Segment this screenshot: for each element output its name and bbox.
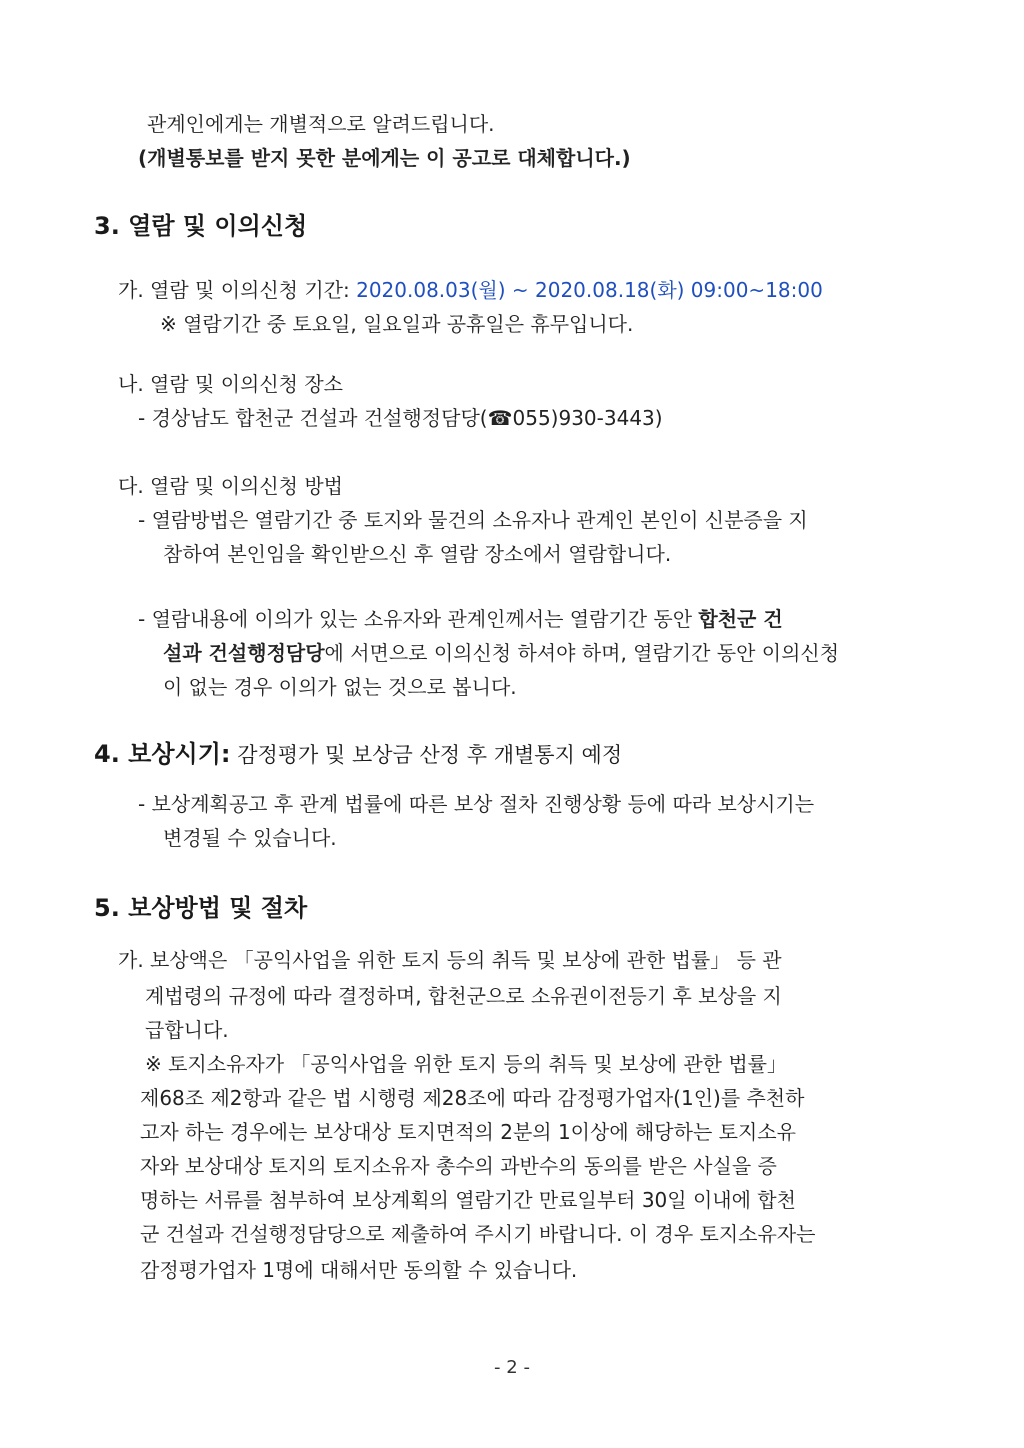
section-3-ga-label: 가. 열람 및 이의신청 기간: bbox=[118, 278, 357, 302]
intro-line-2: (개별통보를 받지 못한 분에게는 이 공고로 대체합니다.) bbox=[138, 146, 631, 170]
section-3-da-item1-line1: - 열람방법은 열람기간 중 토지와 물건의 소유자나 관계인 본인이 신분증을 지 bbox=[138, 508, 808, 532]
section-4-item-line2: 변경될 수 있습니다. bbox=[163, 826, 337, 850]
section-4-heading-rest: 감정평가 및 보상금 산정 후 개별통지 예정 bbox=[230, 743, 623, 767]
place-suffix: 055)930-3443) bbox=[512, 406, 663, 430]
section-5-ga-line2: 계법령의 규정에 따라 결정하며, 합천군으로 소유권이전등기 후 보상을 지 bbox=[145, 984, 782, 1008]
place-prefix: - 경상남도 합천군 건설과 건설행정담당( bbox=[138, 406, 488, 430]
section-5-note-line6: 군 건설과 건설행정담당으로 제출하여 주시기 바랍니다. 이 경우 토지소유자는 bbox=[140, 1222, 816, 1246]
item2-text-2: 에 서면으로 이의신청 하셔야 하며, 열람기간 동안 이의신청 bbox=[324, 641, 840, 665]
section-5-ga-line3: 급합니다. bbox=[145, 1018, 229, 1042]
section-3-ga-line bbox=[118, 276, 823, 304]
section-5-note-line4: 자와 보상대상 토지의 토지소유자 총수의 과반수의 동의를 받은 사실을 증 bbox=[140, 1154, 777, 1178]
section-4-heading-title: 4. 보상시기: bbox=[94, 740, 231, 768]
section-3-ga-note: ※ 열람기간 중 토요일, 일요일과 공휴일은 휴무입니다. bbox=[160, 312, 634, 336]
section-3-na-label: 나. 열람 및 이의신청 장소 bbox=[118, 372, 343, 396]
section-5-note-line3: 고자 하는 경우에는 보상대상 토지면적의 2분의 1이상에 해당하는 토지소유 bbox=[140, 1120, 796, 1144]
section-3-na-place bbox=[138, 404, 663, 432]
section-5-note-line2: 제68조 제2항과 같은 법 시행령 제28조에 따라 감정평가업자(1인)를 추천하 bbox=[140, 1086, 805, 1110]
section-3-da-item1-line2: 참하여 본인임을 확인받으신 후 열람 장소에서 열람합니다. bbox=[163, 542, 672, 566]
item2-emphasis: 합천군 건 bbox=[698, 607, 783, 631]
section-4-item-line1: - 보상계획공고 후 관계 법률에 따른 보상 절차 진행상황 등에 따라 보상시기는 bbox=[138, 792, 815, 816]
item2-emphasis-2: 설과 건설행정담당 bbox=[163, 641, 325, 665]
section-5-ga-line1: 가. 보상액은 「공익사업을 위한 토지 등의 취득 및 보상에 관한 법률」 등 관 bbox=[118, 948, 782, 972]
section-5-heading: 5. 보상방법 및 절차 bbox=[94, 894, 308, 922]
intro-line-1: 관계인에게는 개별적으로 알려드립니다. bbox=[147, 112, 495, 136]
section-3-heading: 3. 열람 및 이의신청 bbox=[94, 212, 308, 240]
section-4-heading bbox=[94, 738, 622, 771]
section-3-da-item2-line3: 이 없는 경우 이의가 없는 것으로 봅니다. bbox=[163, 675, 517, 699]
phone-icon: ☎ bbox=[487, 406, 513, 430]
item2-text: - 열람내용에 이의가 있는 소유자와 관계인께서는 열람기간 동안 bbox=[138, 607, 699, 631]
section-3-da-item2-line2 bbox=[163, 639, 839, 667]
page-number: - 2 - bbox=[494, 1357, 530, 1378]
section-5-note-line5: 명하는 서류를 첨부하여 보상계획의 열람기간 만료일부터 30일 이내에 합천 bbox=[140, 1188, 796, 1212]
section-3-da-label: 다. 열람 및 이의신청 방법 bbox=[118, 474, 343, 498]
section-5-note-line7: 감정평가업자 1명에 대해서만 동의할 수 있습니다. bbox=[140, 1258, 578, 1282]
inspection-period: 2020.08.03(월) ~ 2020.08.18(화) 09:00~18:00 bbox=[356, 278, 823, 302]
section-5-note-line1: ※ 토지소유자가 「공익사업을 위한 토지 등의 취득 및 보상에 관한 법률」 bbox=[145, 1052, 787, 1076]
section-3-da-item2-line1 bbox=[138, 605, 783, 633]
